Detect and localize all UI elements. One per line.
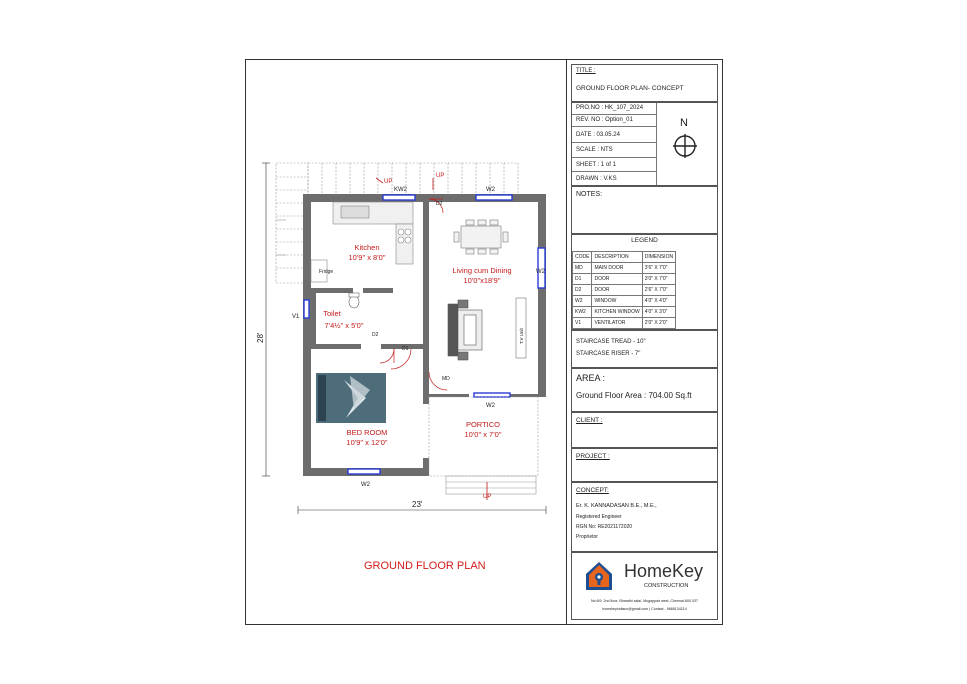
legend-table	[572, 251, 676, 329]
room-size-portico: 10'0" x 7'0"	[464, 430, 502, 439]
company-contact: homekeyindianc@gmail.com | Contact - 9668134214	[602, 607, 687, 611]
label-w2-top: W2	[486, 187, 495, 193]
title-label: TITLE :	[576, 68, 596, 74]
label-md: MD	[442, 376, 450, 382]
legend-row	[573, 318, 676, 329]
room-name-portico: PORTICO	[465, 420, 501, 429]
legend-cell: V1	[573, 318, 592, 329]
north-arrow-icon	[672, 133, 698, 159]
room-name-living: Living cum Dining	[452, 266, 512, 275]
label-w2-bottom: W2	[361, 482, 370, 488]
legend-header: DIMENSION	[642, 252, 675, 263]
legend-box	[571, 234, 718, 330]
legend-title: LEGEND	[631, 237, 658, 244]
legend-cell: MAIN DOOR	[592, 263, 642, 274]
legend-row	[573, 274, 676, 285]
engineer-name: Er. K. KANNADASAN B.E., M.E.,	[576, 503, 657, 509]
label-tv: T.V Unit	[519, 328, 524, 344]
concept-box	[571, 482, 718, 552]
label-v1: V1	[292, 314, 300, 320]
stair-riser: STAIRCASE RISER - 7"	[576, 351, 641, 357]
room-name-toilet: Toilet	[323, 309, 341, 318]
drawing-sheet	[245, 59, 723, 625]
floor-plan-area	[246, 60, 566, 624]
dimension-width: 23'	[412, 500, 423, 509]
label-w2-right: W2	[536, 269, 545, 275]
logo-box	[571, 552, 718, 620]
legend-cell: 2'6" X 7'0"	[642, 285, 675, 296]
stair-tread: STAIRCASE TREAD - 10"	[576, 339, 646, 345]
company-address: No.6/9, 2nd floor, Bharathi salai, Mugappair west, Chennai-600 037	[590, 599, 699, 603]
pro-no: PRO.NO : HK_107_2024	[572, 103, 656, 115]
legend-cell: 2'0" X 2'0"	[642, 318, 675, 329]
title-block	[566, 60, 722, 624]
title-value: GROUND FLOOR PLAN- CONCEPT	[576, 85, 684, 92]
project-box	[571, 448, 718, 482]
up-label-top: UP	[436, 173, 445, 179]
area-box	[571, 368, 718, 412]
north-label: N	[680, 117, 688, 129]
title-box	[571, 64, 718, 102]
doors	[380, 199, 447, 390]
area-label: AREA :	[576, 373, 606, 383]
label-fridge: Fridge	[319, 269, 334, 275]
legend-cell: 4'0" X 3'0"	[642, 307, 675, 318]
project-label: PROJECT :	[576, 453, 610, 460]
label-w2-mid: W2	[486, 403, 495, 409]
room-size-kitchen: 10'9" x 8'0"	[348, 253, 386, 262]
bed	[316, 373, 386, 423]
toilet-fixture	[349, 293, 359, 308]
legend-cell: D1	[573, 274, 592, 285]
staircase-notes	[571, 330, 718, 368]
room-name-bedroom: BED ROOM	[346, 428, 388, 437]
label-d2-top: D2	[436, 201, 443, 207]
rev-no: REV. NO : Option_01	[572, 115, 656, 127]
label-kw2: KW2	[394, 187, 408, 193]
sofa-set	[448, 300, 482, 360]
legend-cell: KW2	[573, 307, 592, 318]
walls	[303, 194, 546, 476]
homekey-logo-icon	[582, 559, 616, 593]
legend-header: CODE	[573, 252, 592, 263]
floor-plan-drawing	[246, 60, 566, 624]
legend-cell: DOOR	[592, 285, 642, 296]
rgn-number: RGN No: RE2021172020	[576, 524, 633, 530]
room-size-toilet: 7'4½" x 5'0"	[324, 321, 364, 330]
legend-cell: 3'6" X 7'0"	[642, 263, 675, 274]
legend-row	[573, 307, 676, 318]
client-box	[571, 412, 718, 448]
legend-cell: WINDOW	[592, 296, 642, 307]
brand-name: HomeKey	[624, 561, 704, 581]
stair-up-label: UP	[384, 179, 393, 185]
notes-box	[571, 186, 718, 234]
brand-sub: CONSTRUCTION	[644, 583, 689, 589]
legend-cell: D2	[573, 285, 592, 296]
scale: SCALE : NTS	[572, 143, 656, 158]
legend-header: DESCRIPTION	[592, 252, 642, 263]
engineer-title: Registered Engineer	[576, 514, 622, 520]
legend-header-row	[573, 252, 676, 263]
drawn: DRAWN : V.KS	[576, 176, 617, 182]
area-value: Ground Floor Area : 704.00 Sq.ft	[576, 391, 692, 400]
legend-cell: KITCHEN WINDOW	[592, 307, 642, 318]
project-info-box	[571, 102, 718, 186]
client-label: CLIENT :	[576, 417, 603, 424]
sheet: SHEET : 1 of 1	[572, 158, 656, 172]
label-d1: D1	[402, 346, 409, 352]
legend-cell: MD	[573, 263, 592, 274]
legend-cell: 4'0" X 4'0"	[642, 296, 675, 307]
legend-row	[573, 263, 676, 274]
proprietor: Proprietor	[576, 534, 598, 540]
dimension-length: 28'	[256, 332, 265, 343]
up-label-bottom: UP	[483, 494, 492, 500]
legend-cell: 3'0" X 7'0"	[642, 274, 675, 285]
date: DATE : 03.05.24	[572, 127, 656, 143]
room-name-kitchen: Kitchen	[354, 243, 380, 252]
plan-title: GROUND FLOOR PLAN	[364, 560, 486, 572]
room-size-bedroom: 10'9" x 12'0"	[346, 438, 388, 447]
legend-cell: VENTILATOR	[592, 318, 642, 329]
room-size-living: 10'0"x18'9"	[463, 276, 501, 285]
tv-unit	[516, 298, 526, 358]
label-d2-toilet: D2	[372, 332, 379, 338]
concept-label: CONCEPT:	[576, 487, 609, 494]
legend-cell: W2	[573, 296, 592, 307]
dining-table	[454, 220, 508, 254]
project-info-fields	[572, 103, 657, 185]
legend-row	[573, 285, 676, 296]
entry-steps	[446, 476, 536, 494]
notes-label: NOTES:	[576, 191, 603, 198]
legend-row	[573, 296, 676, 307]
legend-cell: DOOR	[592, 274, 642, 285]
